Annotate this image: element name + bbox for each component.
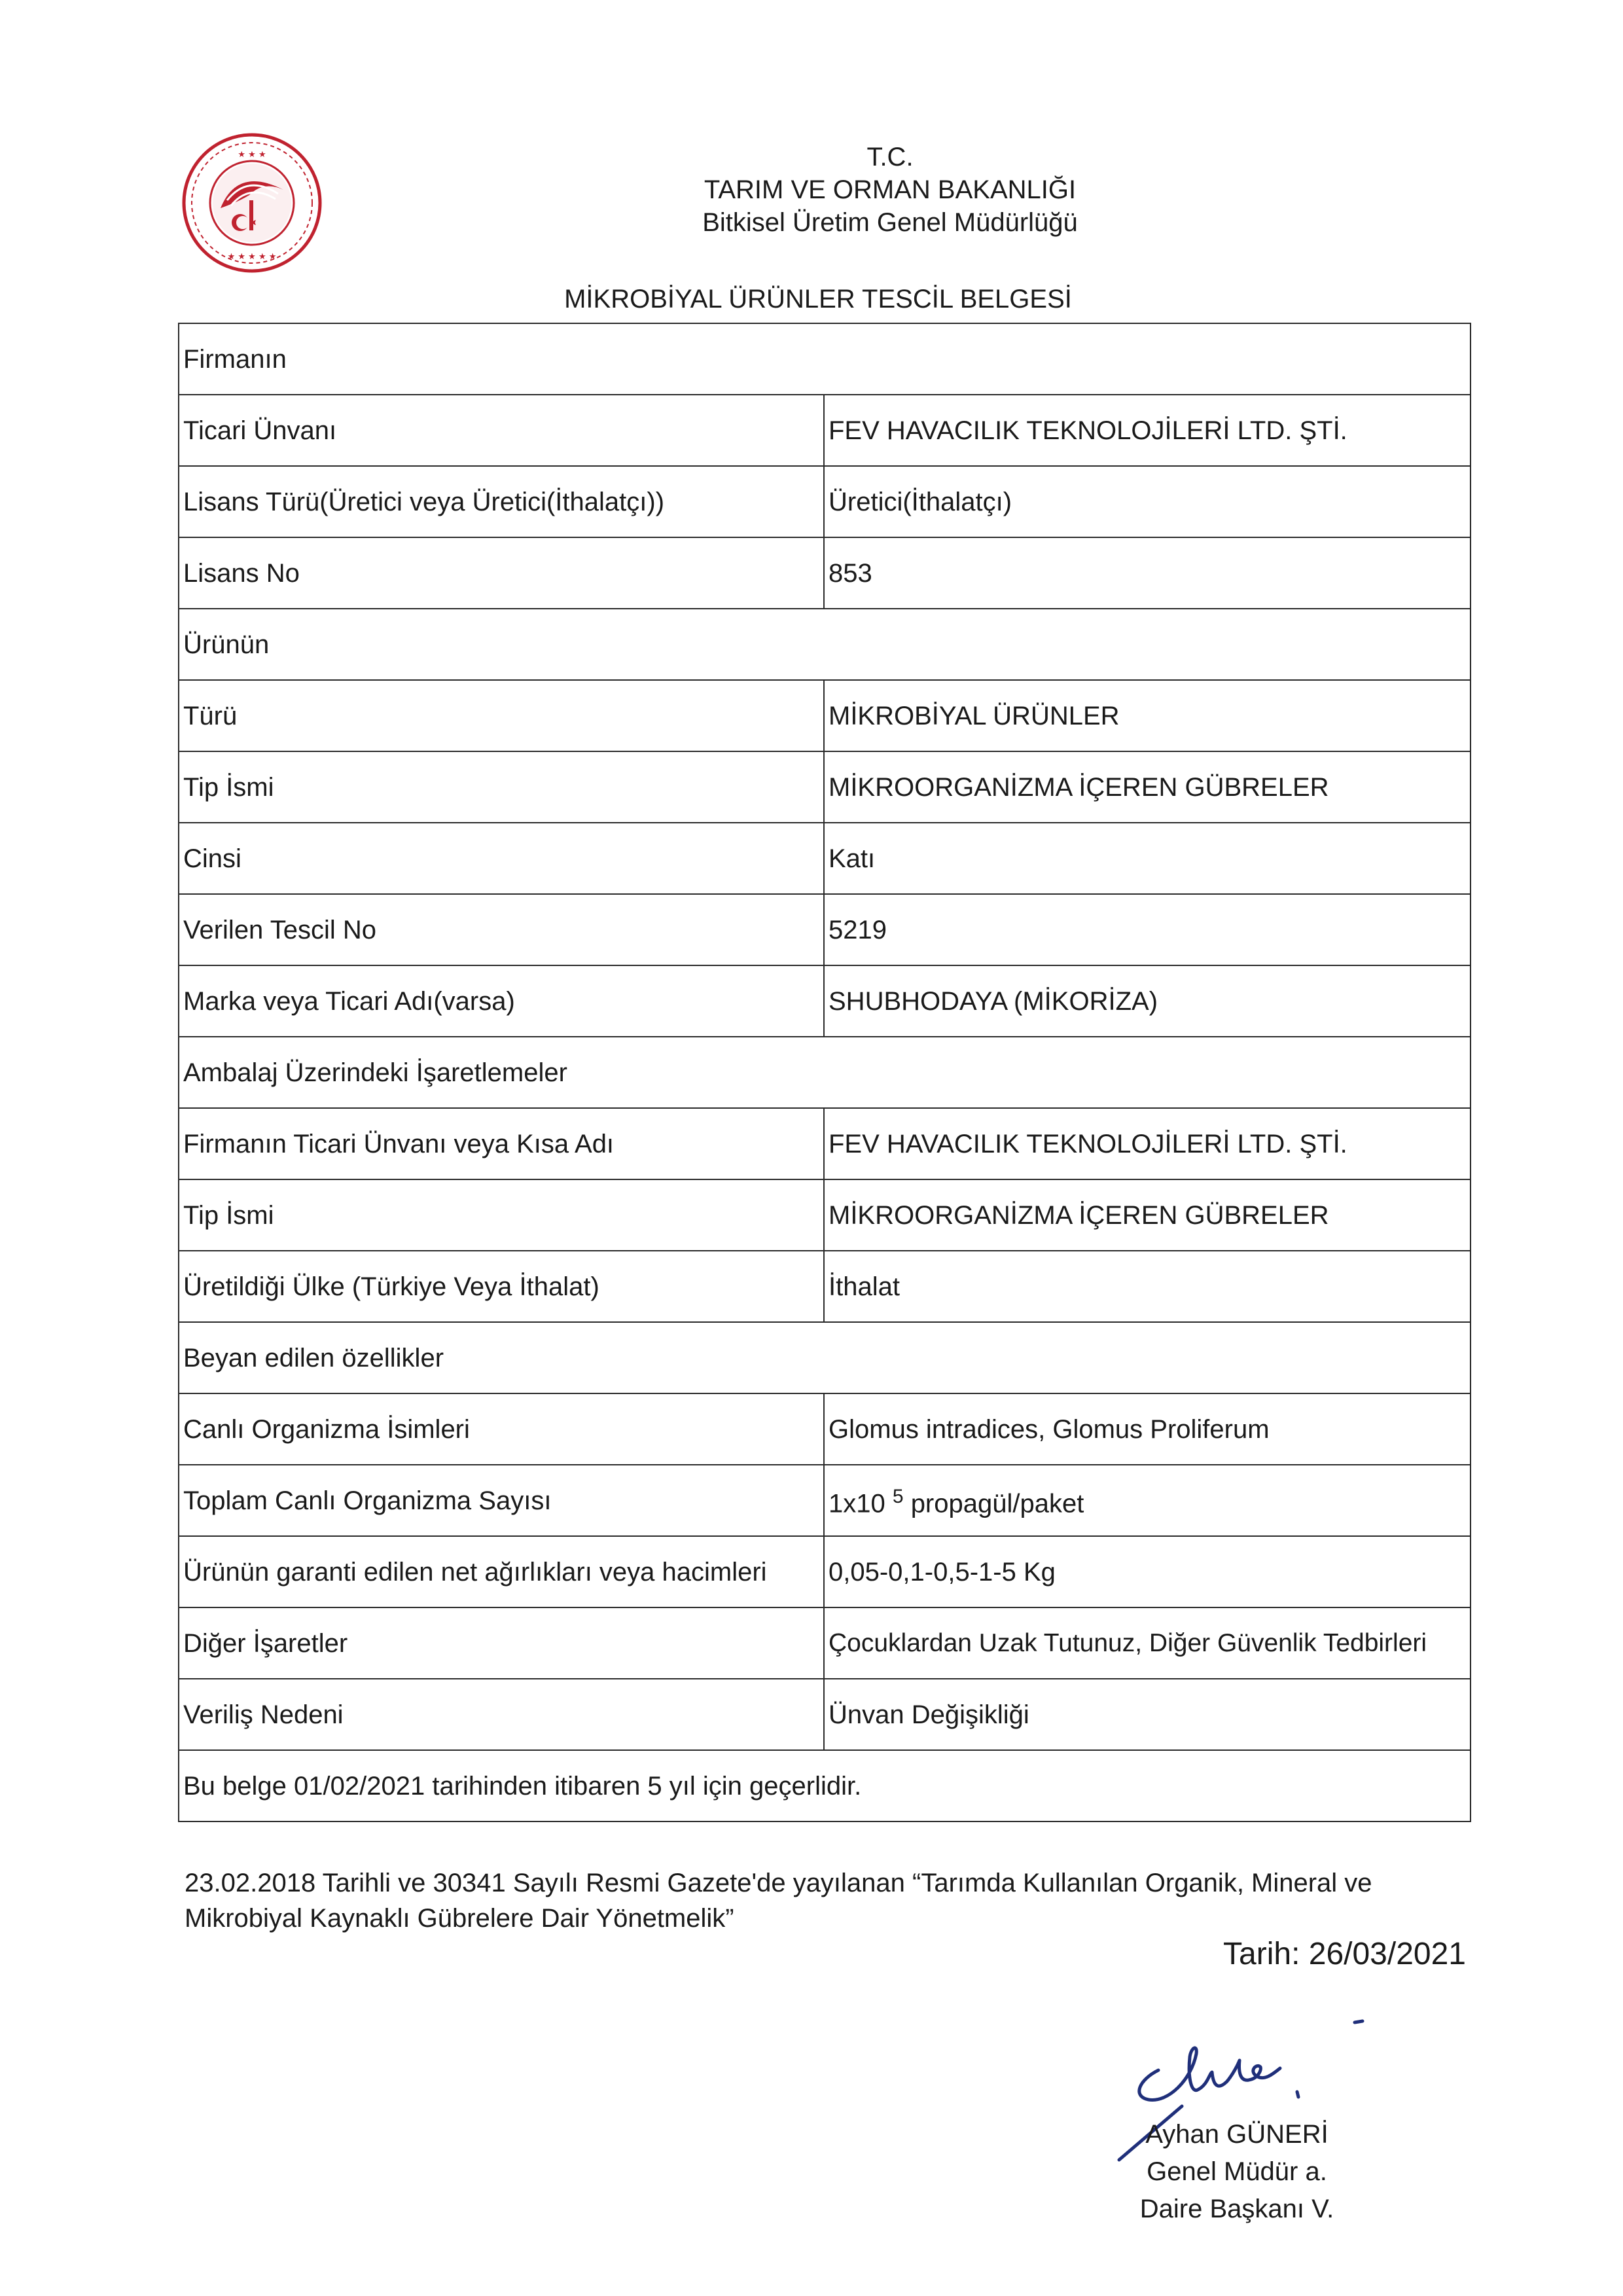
row-value: FEV HAVACILIK TEKNOLOJİLERİ LTD. ŞTİ.	[824, 395, 1471, 466]
row-value: MİKROBİYAL ÜRÜNLER	[824, 680, 1471, 751]
row-label: Veriliş Nedeni	[179, 1679, 824, 1750]
row-label: Marka veya Ticari Adı(varsa)	[179, 965, 824, 1037]
row-label: Üretildiği Ülke (Türkiye Veya İthalat)	[179, 1251, 824, 1322]
section-heading: Firmanın	[179, 323, 1471, 395]
table-row	[179, 1607, 1471, 1679]
row-label: Lisans Türü(Üretici veya Üretici(İthalatçı))	[179, 466, 824, 537]
row-label: Cinsi	[179, 823, 824, 894]
row-label: Ürünün garanti edilen net ağırlıkları veya hacimleri	[179, 1536, 824, 1607]
table-row	[179, 1465, 1471, 1536]
row-value: 5219	[824, 894, 1471, 965]
signer-title: Genel Müdür a.	[1147, 2157, 1327, 2186]
row-value: FEV HAVACILIK TEKNOLOJİLERİ LTD. ŞTİ.	[824, 1108, 1471, 1179]
header-line-directorate: Bitkisel Üretim Genel Müdürlüğü	[702, 208, 1078, 237]
row-label: Firmanın Ticari Ünvanı veya Kısa Adı	[179, 1108, 824, 1179]
signer-block	[1113, 2116, 1361, 2228]
validity-statement: Bu belge 01/02/2021 tarihinden itibaren 5 yıl için geçerlidir.	[179, 1750, 1471, 1821]
section-row-firma	[179, 323, 1471, 395]
row-value: İthalat	[824, 1251, 1471, 1322]
table-row	[179, 1393, 1471, 1465]
table-row	[179, 751, 1471, 823]
row-label: Canlı Organizma İsimleri	[179, 1393, 824, 1465]
svg-text:★ ★ ★ ★ ★: ★ ★ ★ ★ ★	[227, 252, 277, 262]
row-value: Glomus intradices, Glomus Proliferum	[824, 1393, 1471, 1465]
table-row	[179, 537, 1471, 609]
table-row	[179, 466, 1471, 537]
header-line-tc: T.C.	[866, 143, 914, 171]
issue-date: Tarih: 26/03/2021	[1223, 1937, 1466, 1971]
row-value: 853	[824, 537, 1471, 609]
ministry-seal-icon	[180, 131, 324, 275]
table-row	[179, 965, 1471, 1037]
document-title: MİKROBİYAL ÜRÜNLER TESCİL BELGESİ	[564, 285, 1072, 314]
row-label: Diğer İşaretler	[179, 1607, 824, 1679]
table-row	[179, 1536, 1471, 1607]
row-label: Türü	[179, 680, 824, 751]
issuer-header	[589, 141, 1191, 239]
row-label: Verilen Tescil No	[179, 894, 824, 965]
section-heading: Ambalaj Üzerindeki İşaretlemeler	[179, 1037, 1471, 1108]
table-row	[179, 1179, 1471, 1251]
organism-count-exponent: 5	[892, 1486, 904, 1508]
section-heading: Ürünün	[179, 609, 1471, 680]
section-row-urun	[179, 609, 1471, 680]
row-value: Katı	[824, 823, 1471, 894]
svg-text:★ ★ ★: ★ ★ ★	[238, 150, 266, 160]
section-row-beyan	[179, 1322, 1471, 1393]
table-row	[179, 1251, 1471, 1322]
row-value: 0,05-0,1-0,5-1-5 Kg	[824, 1536, 1471, 1607]
row-value: Üretici(İthalatçı)	[824, 466, 1471, 537]
row-value: Çocuklardan Uzak Tutunuz, Diğer Güvenlik Tedbirleri	[824, 1607, 1471, 1679]
organism-count-unit: propagül/paket	[910, 1489, 1084, 1518]
regulation-footnote: 23.02.2018 Tarihli ve 30341 Sayılı Resmi Gazete'de yayılanan “Tarımda Kullanılan Organik, Mineral ve Mikrobiyal Kaynaklı Gübrelere Dair Yönetmelik”	[185, 1869, 1372, 1933]
organism-count-base: 1x10	[829, 1489, 885, 1518]
table-row	[179, 894, 1471, 965]
table-row	[179, 823, 1471, 894]
section-row-ambalaj	[179, 1037, 1471, 1108]
row-value: MİKROORGANİZMA İÇEREN GÜBRELER	[824, 751, 1471, 823]
header-line-ministry: TARIM VE ORMAN BAKANLIĞI	[704, 175, 1077, 204]
row-value: SHUBHODAYA (MİKORİZA)	[824, 965, 1471, 1037]
section-heading: Beyan edilen özellikler	[179, 1322, 1471, 1393]
row-label: Tip İsmi	[179, 1179, 824, 1251]
row-label: Toplam Canlı Organizma Sayısı	[179, 1465, 824, 1536]
row-label: Tip İsmi	[179, 751, 824, 823]
signer-name: Ayhan GÜNERİ	[1145, 2120, 1329, 2149]
row-label: Lisans No	[179, 537, 824, 609]
row-value: MİKROORGANİZMA İÇEREN GÜBRELER	[824, 1179, 1471, 1251]
row-value	[824, 1465, 1471, 1536]
table-row	[179, 1108, 1471, 1179]
row-value: Ünvan Değişikliği	[824, 1679, 1471, 1750]
validity-row	[179, 1750, 1471, 1821]
signer-position: Daire Başkanı V.	[1139, 2195, 1334, 2223]
table-row	[179, 680, 1471, 751]
row-label: Ticari Ünvanı	[179, 395, 824, 466]
certificate-table	[178, 323, 1471, 1822]
table-row	[179, 1679, 1471, 1750]
table-row	[179, 395, 1471, 466]
